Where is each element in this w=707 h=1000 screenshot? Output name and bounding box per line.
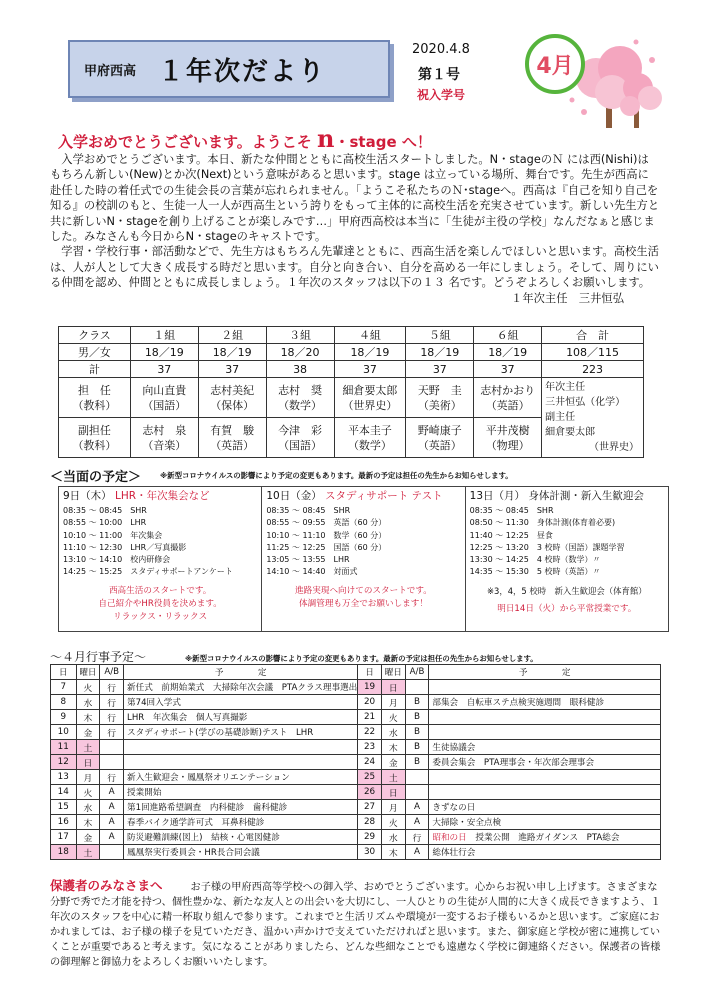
event-day: 13 bbox=[51, 770, 77, 785]
event-ab: 行 bbox=[100, 680, 124, 695]
teacher-subject: （国語） bbox=[142, 398, 187, 412]
table-cell: ２組 bbox=[198, 327, 266, 344]
table-cell: 男／女 bbox=[59, 344, 131, 361]
event-text: 委員会集会 PTA理事会・年次部会理事会 bbox=[429, 755, 661, 770]
teacher-subject: （美術） bbox=[417, 398, 462, 412]
parents-lead: 保護者のみなさまへ bbox=[50, 878, 163, 893]
event-day: 7 bbox=[51, 680, 77, 695]
event-text: LHR 年次集会 個人写真撮影 bbox=[124, 710, 358, 725]
table-cell: 37 bbox=[130, 361, 198, 378]
schedule-date: 9日（木） bbox=[63, 490, 112, 502]
teacher-name: 向山直貴 bbox=[142, 383, 187, 397]
leader-line: 細倉要太郎 bbox=[545, 427, 596, 438]
schedule-day bbox=[59, 487, 262, 631]
event-weekday: 月 bbox=[76, 770, 100, 785]
teacher-subject: （音楽） bbox=[142, 438, 187, 452]
table-row bbox=[59, 327, 644, 344]
table-row bbox=[51, 770, 661, 785]
event-ab bbox=[100, 845, 124, 860]
event-day: 17 bbox=[51, 830, 77, 845]
schedule-row: 08:35 ～ 08:45 SHR bbox=[63, 506, 147, 515]
event-weekday: 水 bbox=[381, 830, 405, 845]
note-line: 西高生活のスタートです。 bbox=[108, 585, 212, 596]
event-ab: 行 bbox=[100, 770, 124, 785]
event-day: 20 bbox=[358, 695, 382, 710]
event-weekday: 土 bbox=[381, 770, 405, 785]
table-cell: 38 bbox=[266, 361, 334, 378]
table-cell: 37 bbox=[474, 361, 542, 378]
event-text: 部集会 自転車ステ点検実施週間 眼科健診 bbox=[429, 695, 661, 710]
event-weekday: 月 bbox=[381, 800, 405, 815]
cell-line: 副担任 bbox=[77, 423, 111, 437]
schedule-row: 12:25 ～ 13:20 3 校時（国語）課題学習 bbox=[469, 542, 625, 552]
event-text-part: 授業公開 進路ガイダンス PTA総会 bbox=[466, 833, 620, 843]
table-cell: 37 bbox=[406, 361, 474, 378]
headline bbox=[58, 124, 432, 153]
event-text: 鳳凰祭実行委員会・HR長合同会議 bbox=[124, 845, 358, 860]
table-cell: ３組 bbox=[266, 327, 334, 344]
schedule-row: 11:40 ～ 12:25 昼食 bbox=[469, 530, 553, 540]
event-ab: A bbox=[100, 785, 124, 800]
table-cell bbox=[406, 418, 474, 458]
table-header-cell: A/B bbox=[100, 665, 124, 680]
teacher-subject: （英語） bbox=[417, 438, 462, 452]
event-day: 14 bbox=[51, 785, 77, 800]
note-line: 体調管理も万全でお願いします！ bbox=[299, 598, 428, 609]
event-text bbox=[429, 725, 661, 740]
table-header-cell: 曜日 bbox=[76, 665, 100, 680]
table-cell: 18／20 bbox=[266, 344, 334, 361]
event-day: 29 bbox=[358, 830, 382, 845]
event-day: 10 bbox=[51, 725, 77, 740]
event-ab bbox=[405, 680, 429, 695]
teacher-subject: （英語） bbox=[210, 438, 255, 452]
april-events-table bbox=[50, 664, 661, 860]
april-note: ※新型コロナウイルスの影響により予定の変更もあります。最新の予定は担任の先生からお知らせします。 bbox=[185, 654, 538, 663]
event-day: 15 bbox=[51, 800, 77, 815]
schedule-day-header bbox=[63, 489, 257, 503]
table-cell: 18／19 bbox=[198, 344, 266, 361]
event-weekday: 木 bbox=[76, 710, 100, 725]
leader-line: 年次主任 bbox=[545, 382, 586, 393]
table-row bbox=[51, 725, 661, 740]
teacher-name: 志村かおり bbox=[480, 383, 536, 397]
event-holiday: 昭和の日 bbox=[432, 833, 467, 843]
table-cell: １組 bbox=[130, 327, 198, 344]
table-cell: クラス bbox=[59, 327, 131, 344]
event-day: 9 bbox=[51, 710, 77, 725]
event-weekday: 火 bbox=[381, 710, 405, 725]
teacher-subject: （物理） bbox=[485, 438, 530, 452]
note-line: リラックス・リラックス bbox=[113, 611, 208, 622]
schedule-day-header bbox=[470, 489, 664, 503]
schedule-note-text bbox=[470, 603, 664, 616]
event-ab: B bbox=[405, 725, 429, 740]
teacher-name: 平井茂樹 bbox=[485, 423, 530, 437]
event-text: 春季バイク通学許可式 耳鼻科健診 bbox=[124, 815, 358, 830]
event-text bbox=[429, 710, 661, 725]
teacher-subject: （数学） bbox=[278, 398, 323, 412]
event-day: 16 bbox=[51, 815, 77, 830]
event-day: 18 bbox=[51, 845, 77, 860]
event-text: 新入生歓迎会・鳳凰祭オリエンテーション bbox=[124, 770, 358, 785]
event-weekday: 日 bbox=[76, 755, 100, 770]
event-text bbox=[429, 830, 661, 845]
teacher-subject: （保体） bbox=[210, 398, 255, 412]
table-row bbox=[51, 695, 661, 710]
event-ab: A bbox=[405, 815, 429, 830]
event-day: 23 bbox=[358, 740, 382, 755]
schedule-label: スタディサポート テスト bbox=[325, 490, 443, 502]
headline-part-1: 入学おめでとうございます。ようこそ bbox=[58, 133, 318, 151]
event-weekday: 火 bbox=[76, 680, 100, 695]
note-line: 自己紹介やHR役員を決めます。 bbox=[98, 598, 222, 609]
schedule-title: ＜当面の予定＞ bbox=[50, 470, 142, 485]
teacher-subject: （世界史） bbox=[342, 398, 398, 412]
table-cell bbox=[130, 378, 198, 418]
table-cell bbox=[474, 378, 542, 418]
schedule-row: 08:35 ～ 08:45 SHR bbox=[266, 506, 351, 515]
event-text: 新任式 前期始業式 大掃除年次会議 PTAクラス理事選出 bbox=[124, 680, 358, 695]
schedule-label: LHR・年次集会など bbox=[115, 490, 210, 502]
schedule-row: 13:30 ～ 14:25 4 校時（数学）〃 bbox=[469, 555, 601, 565]
event-text bbox=[429, 770, 661, 785]
event-text: 総体壮行会 bbox=[429, 845, 661, 860]
event-weekday: 金 bbox=[76, 830, 100, 845]
issue-date: 2020.4.8 bbox=[412, 42, 470, 57]
schedule-row: 10:10 ～ 11:00 年次集会 bbox=[63, 530, 163, 540]
table-cell: ６組 bbox=[474, 327, 542, 344]
event-weekday: 火 bbox=[381, 815, 405, 830]
event-weekday: 木 bbox=[76, 815, 100, 830]
schedule-date: 13日（月） bbox=[469, 490, 526, 502]
event-ab: 行 bbox=[100, 725, 124, 740]
table-row bbox=[51, 740, 661, 755]
event-ab bbox=[405, 770, 429, 785]
event-weekday: 火 bbox=[76, 785, 100, 800]
teacher-name: 志村 泉 bbox=[142, 423, 187, 437]
table-cell bbox=[266, 378, 334, 418]
event-text: 授業開始 bbox=[124, 785, 358, 800]
event-ab bbox=[405, 785, 429, 800]
event-weekday: 土 bbox=[76, 740, 100, 755]
teacher-name: 志村 奨 bbox=[278, 383, 323, 397]
table-row bbox=[51, 785, 661, 800]
headline-part-3: ・stage へ！ bbox=[334, 133, 432, 151]
issue-number: 第１号 bbox=[418, 67, 460, 83]
event-weekday: 水 bbox=[76, 800, 100, 815]
table-header-cell: 日 bbox=[358, 665, 382, 680]
event-ab bbox=[100, 755, 124, 770]
headline-n: n bbox=[317, 124, 335, 153]
schedule-row: 14:25 ～ 15:25 スタディサポートアンケート bbox=[63, 567, 233, 577]
month-badge: 4月 bbox=[525, 34, 585, 94]
event-text: きずなの日 bbox=[429, 800, 661, 815]
leader-line: 三井恒弘（化学） bbox=[545, 397, 626, 408]
cell-line: 担 任 bbox=[77, 383, 111, 397]
table-row bbox=[59, 361, 644, 378]
event-text: 第1回進路希望調査 内科健診 歯科健診 bbox=[124, 800, 358, 815]
schedule-row: 10:10 ～ 11:10 数学（60 分） bbox=[266, 530, 387, 540]
table-header-cell: A/B bbox=[405, 665, 429, 680]
table-cell: 18／19 bbox=[406, 344, 474, 361]
parents-text: お子様の甲府西高等学校への御入学、おめでとうございます。心からお祝い申し上げます。さまざまな分野で秀でた才能を持つ、個性豊かな、新たな友人との出会いを大切にし、一人ひとりの生徒が人間的に大きく成長できますよう、１年次のスタッフを中心に精一杯取り組んで参ります。これまでと生活リズムや環境が一変するお子様もいるかと思います。ご家庭におかれましては、お子様の様子を見ていただき、温かい声かけで支えていただければと思います。また、御家庭と学校が密に連携していくことが重要であると考えます。気になることがありましたら、どんな些細なことでも遠慮なく学校に御連絡ください。保護者の皆様の御理解と御協力をよろしくお願いいたします。 bbox=[50, 882, 661, 968]
table-row bbox=[51, 845, 661, 860]
event-text: スタディサポート(学びの基礎診断)テスト LHR bbox=[124, 725, 358, 740]
intro-paragraph: 入学おめでとうございます。本日、新たな仲間とともに高校生活スタートしました。N・stageのＮ には西(Nishi)はもちろん新しい(New)とか次(Next)という意味があると思います。stage は立っている場所、舞台です。先生が西高に赴任した時の着任式での生徒会長の言葉が忘れられません。「ようこそ私たちのＮ･stageへ。西高は『自己を知り自己を知る』の校訓のもと、生徒一人一人が西高生という誇りをもって主体的に高校生活を充実させています。新しい先生方と共に新しいN・stageを創り上げることが楽しみです…」甲府西高校は本当に「生徒が主役の学校」なんだなぁと感じました。みなさんも今日からN・stageのキャストです。 bbox=[50, 153, 660, 244]
schedule-row: 11:10 ～ 12:30 LHR／写真撮影 bbox=[63, 542, 187, 552]
table-row bbox=[51, 815, 661, 830]
table-cell bbox=[198, 378, 266, 418]
event-ab: A bbox=[405, 845, 429, 860]
table-row bbox=[59, 344, 644, 361]
event-day: 19 bbox=[358, 680, 382, 695]
event-text bbox=[429, 680, 661, 695]
table-cell: ５組 bbox=[406, 327, 474, 344]
teacher-subject: （英語） bbox=[485, 398, 530, 412]
event-weekday: 日 bbox=[381, 785, 405, 800]
event-text bbox=[124, 755, 358, 770]
event-ab: A bbox=[405, 800, 429, 815]
event-ab: B bbox=[405, 710, 429, 725]
title-box bbox=[68, 40, 390, 98]
event-weekday: 木 bbox=[381, 740, 405, 755]
newsletter-title: １年次だより bbox=[158, 56, 327, 87]
teacher-name: 有賀 駿 bbox=[210, 423, 255, 437]
event-weekday: 水 bbox=[76, 695, 100, 710]
issue-subtitle: 祝入学号 bbox=[417, 88, 466, 102]
event-weekday: 日 bbox=[381, 680, 405, 695]
table-header-cell: 予 定 bbox=[124, 665, 358, 680]
schedule-row: 11:25 ～ 12:25 国語（60 分） bbox=[266, 542, 387, 552]
event-day: 28 bbox=[358, 815, 382, 830]
event-text: 第74回入学式 bbox=[124, 695, 358, 710]
event-ab: A bbox=[100, 800, 124, 815]
event-weekday: 金 bbox=[76, 725, 100, 740]
event-ab: A bbox=[100, 830, 124, 845]
event-day: 25 bbox=[358, 770, 382, 785]
cell-line: （教科） bbox=[72, 438, 117, 452]
event-weekday: 月 bbox=[381, 695, 405, 710]
event-day: 26 bbox=[358, 785, 382, 800]
table-cell: 223 bbox=[542, 361, 644, 378]
event-day: 8 bbox=[51, 695, 77, 710]
schedule-label: 身体計測・新入生歓迎会 bbox=[528, 490, 644, 502]
schedule-row: 14:10 ～ 14:40 対面式 bbox=[266, 567, 358, 577]
table-header-cell: 日 bbox=[51, 665, 77, 680]
teacher-name: 細倉要太郎 bbox=[342, 383, 398, 397]
event-day: 27 bbox=[358, 800, 382, 815]
cell-line: （教科） bbox=[72, 398, 117, 412]
table-row bbox=[51, 680, 661, 695]
teacher-subject: （国語） bbox=[278, 438, 323, 452]
schedule-row: 08:35 ～ 08:45 SHR bbox=[469, 506, 554, 515]
event-ab: B bbox=[405, 755, 429, 770]
staff-table bbox=[58, 326, 644, 458]
schedule-date: 10日（金） bbox=[266, 490, 322, 502]
table-cell: 18／19 bbox=[334, 344, 406, 361]
table-cell-leaders bbox=[542, 378, 644, 458]
table-cell bbox=[59, 378, 131, 418]
event-weekday: 木 bbox=[381, 845, 405, 860]
event-day: 21 bbox=[358, 710, 382, 725]
note-line: 進路実現へ向けてのスタートです。 bbox=[295, 585, 432, 596]
event-weekday: 土 bbox=[76, 845, 100, 860]
intro-text bbox=[50, 152, 660, 306]
event-ab: 行 bbox=[100, 695, 124, 710]
schedule-day bbox=[262, 487, 465, 631]
table-header-cell: 曜日 bbox=[381, 665, 405, 680]
schedule-note-text bbox=[266, 585, 460, 611]
schedule-row: 08:50 ～ 11:30 身体計測(体育着必要) bbox=[469, 518, 616, 528]
event-text bbox=[429, 785, 661, 800]
table-cell bbox=[59, 418, 131, 458]
teacher-name: 志村美紀 bbox=[210, 383, 255, 397]
teacher-name: 今津 彩 bbox=[278, 423, 323, 437]
event-text: 生徒協議会 bbox=[429, 740, 661, 755]
schedule-day bbox=[466, 487, 668, 631]
table-cell: 108／115 bbox=[542, 344, 644, 361]
event-ab bbox=[100, 740, 124, 755]
table-cell bbox=[334, 418, 406, 458]
table-cell: 37 bbox=[334, 361, 406, 378]
event-text: 大掃除・安全点検 bbox=[429, 815, 661, 830]
schedule-note-text: ※3，4，5 校時 新入生歓迎会（体育館） bbox=[486, 585, 647, 596]
schedule-box bbox=[58, 486, 669, 632]
teacher-subject: （数学） bbox=[347, 438, 392, 452]
schedule-note-text bbox=[63, 585, 257, 624]
event-ab: B bbox=[405, 695, 429, 710]
event-text bbox=[124, 740, 358, 755]
event-ab: B bbox=[405, 740, 429, 755]
leader-line: （世界史） bbox=[589, 442, 639, 453]
event-day: 12 bbox=[51, 755, 77, 770]
table-cell bbox=[406, 378, 474, 418]
table-cell: 18／19 bbox=[130, 344, 198, 361]
teacher-name: 平本圭子 bbox=[347, 423, 392, 437]
table-cell: 37 bbox=[198, 361, 266, 378]
event-weekday: 金 bbox=[381, 755, 405, 770]
table-cell bbox=[334, 378, 406, 418]
intro-paragraph: 学習・学校行事・部活動などで、先生方はもちろん先輩達とともに、西高生活を楽しんでほしいと思います。高校生活は、人が人として大きく成長する時だと思います。自分と向き合い、自分を高める一年にしましょう。そして、周りにいる仲間を認め、仲間とともに成長しましょう。１年次のスタッフは以下の１３ 名です。どうぞよろしくお願いします。 bbox=[50, 245, 659, 290]
table-cell: 合 計 bbox=[542, 327, 644, 344]
table-cell bbox=[474, 418, 542, 458]
event-day: 24 bbox=[358, 755, 382, 770]
event-day: 11 bbox=[51, 740, 77, 755]
table-cell: ４組 bbox=[334, 327, 406, 344]
table-cell: 計 bbox=[59, 361, 131, 378]
event-day: 22 bbox=[358, 725, 382, 740]
table-cell bbox=[198, 418, 266, 458]
table-row bbox=[59, 378, 644, 418]
schedule-row: 13:05 ～ 13:55 LHR bbox=[266, 555, 350, 565]
parents-message bbox=[50, 878, 662, 970]
table-row bbox=[51, 830, 661, 845]
leader-line: 副主任 bbox=[545, 412, 576, 423]
teacher-name: 天野 圭 bbox=[417, 383, 462, 397]
table-cell bbox=[130, 418, 198, 458]
schedule-row: 14:35 ～ 15:30 5 校時（英語）〃 bbox=[469, 567, 601, 577]
schedule-row: 08:55 ～ 09:55 英語（60 分） bbox=[266, 518, 387, 528]
schedule-row: 13:10 ～ 14:10 校内研修会 bbox=[63, 555, 171, 565]
april-title: ～４月行事予定～ bbox=[50, 650, 147, 664]
table-row bbox=[51, 800, 661, 815]
schedule-note: ※新型コロナウイルスの影響により予定の変更もあります。最新の予定は担任の先生からお知らせします。 bbox=[160, 471, 513, 480]
table-cell: 18／19 bbox=[474, 344, 542, 361]
table-header-row bbox=[51, 665, 661, 680]
table-row bbox=[51, 755, 661, 770]
schedule-day-header bbox=[266, 489, 460, 503]
table-cell bbox=[266, 418, 334, 458]
event-text: 防災避難訓練(図上) 結核・心電図健診 bbox=[124, 830, 358, 845]
event-day: 30 bbox=[358, 845, 382, 860]
note-line: 明日14日（火）から平常授業です。 bbox=[497, 604, 637, 615]
event-ab: A bbox=[100, 815, 124, 830]
schedule-row: 08:55 ～ 10:00 LHR bbox=[63, 518, 147, 528]
intro-signature: １年次主任 三井恒弘 bbox=[511, 291, 624, 305]
event-ab: 行 bbox=[100, 710, 124, 725]
event-ab: 行 bbox=[405, 830, 429, 845]
school-name: 甲府西高 bbox=[84, 63, 137, 79]
table-row bbox=[51, 710, 661, 725]
teacher-name: 野崎康子 bbox=[417, 423, 462, 437]
event-weekday: 水 bbox=[381, 725, 405, 740]
table-header-cell: 予 定 bbox=[429, 665, 661, 680]
